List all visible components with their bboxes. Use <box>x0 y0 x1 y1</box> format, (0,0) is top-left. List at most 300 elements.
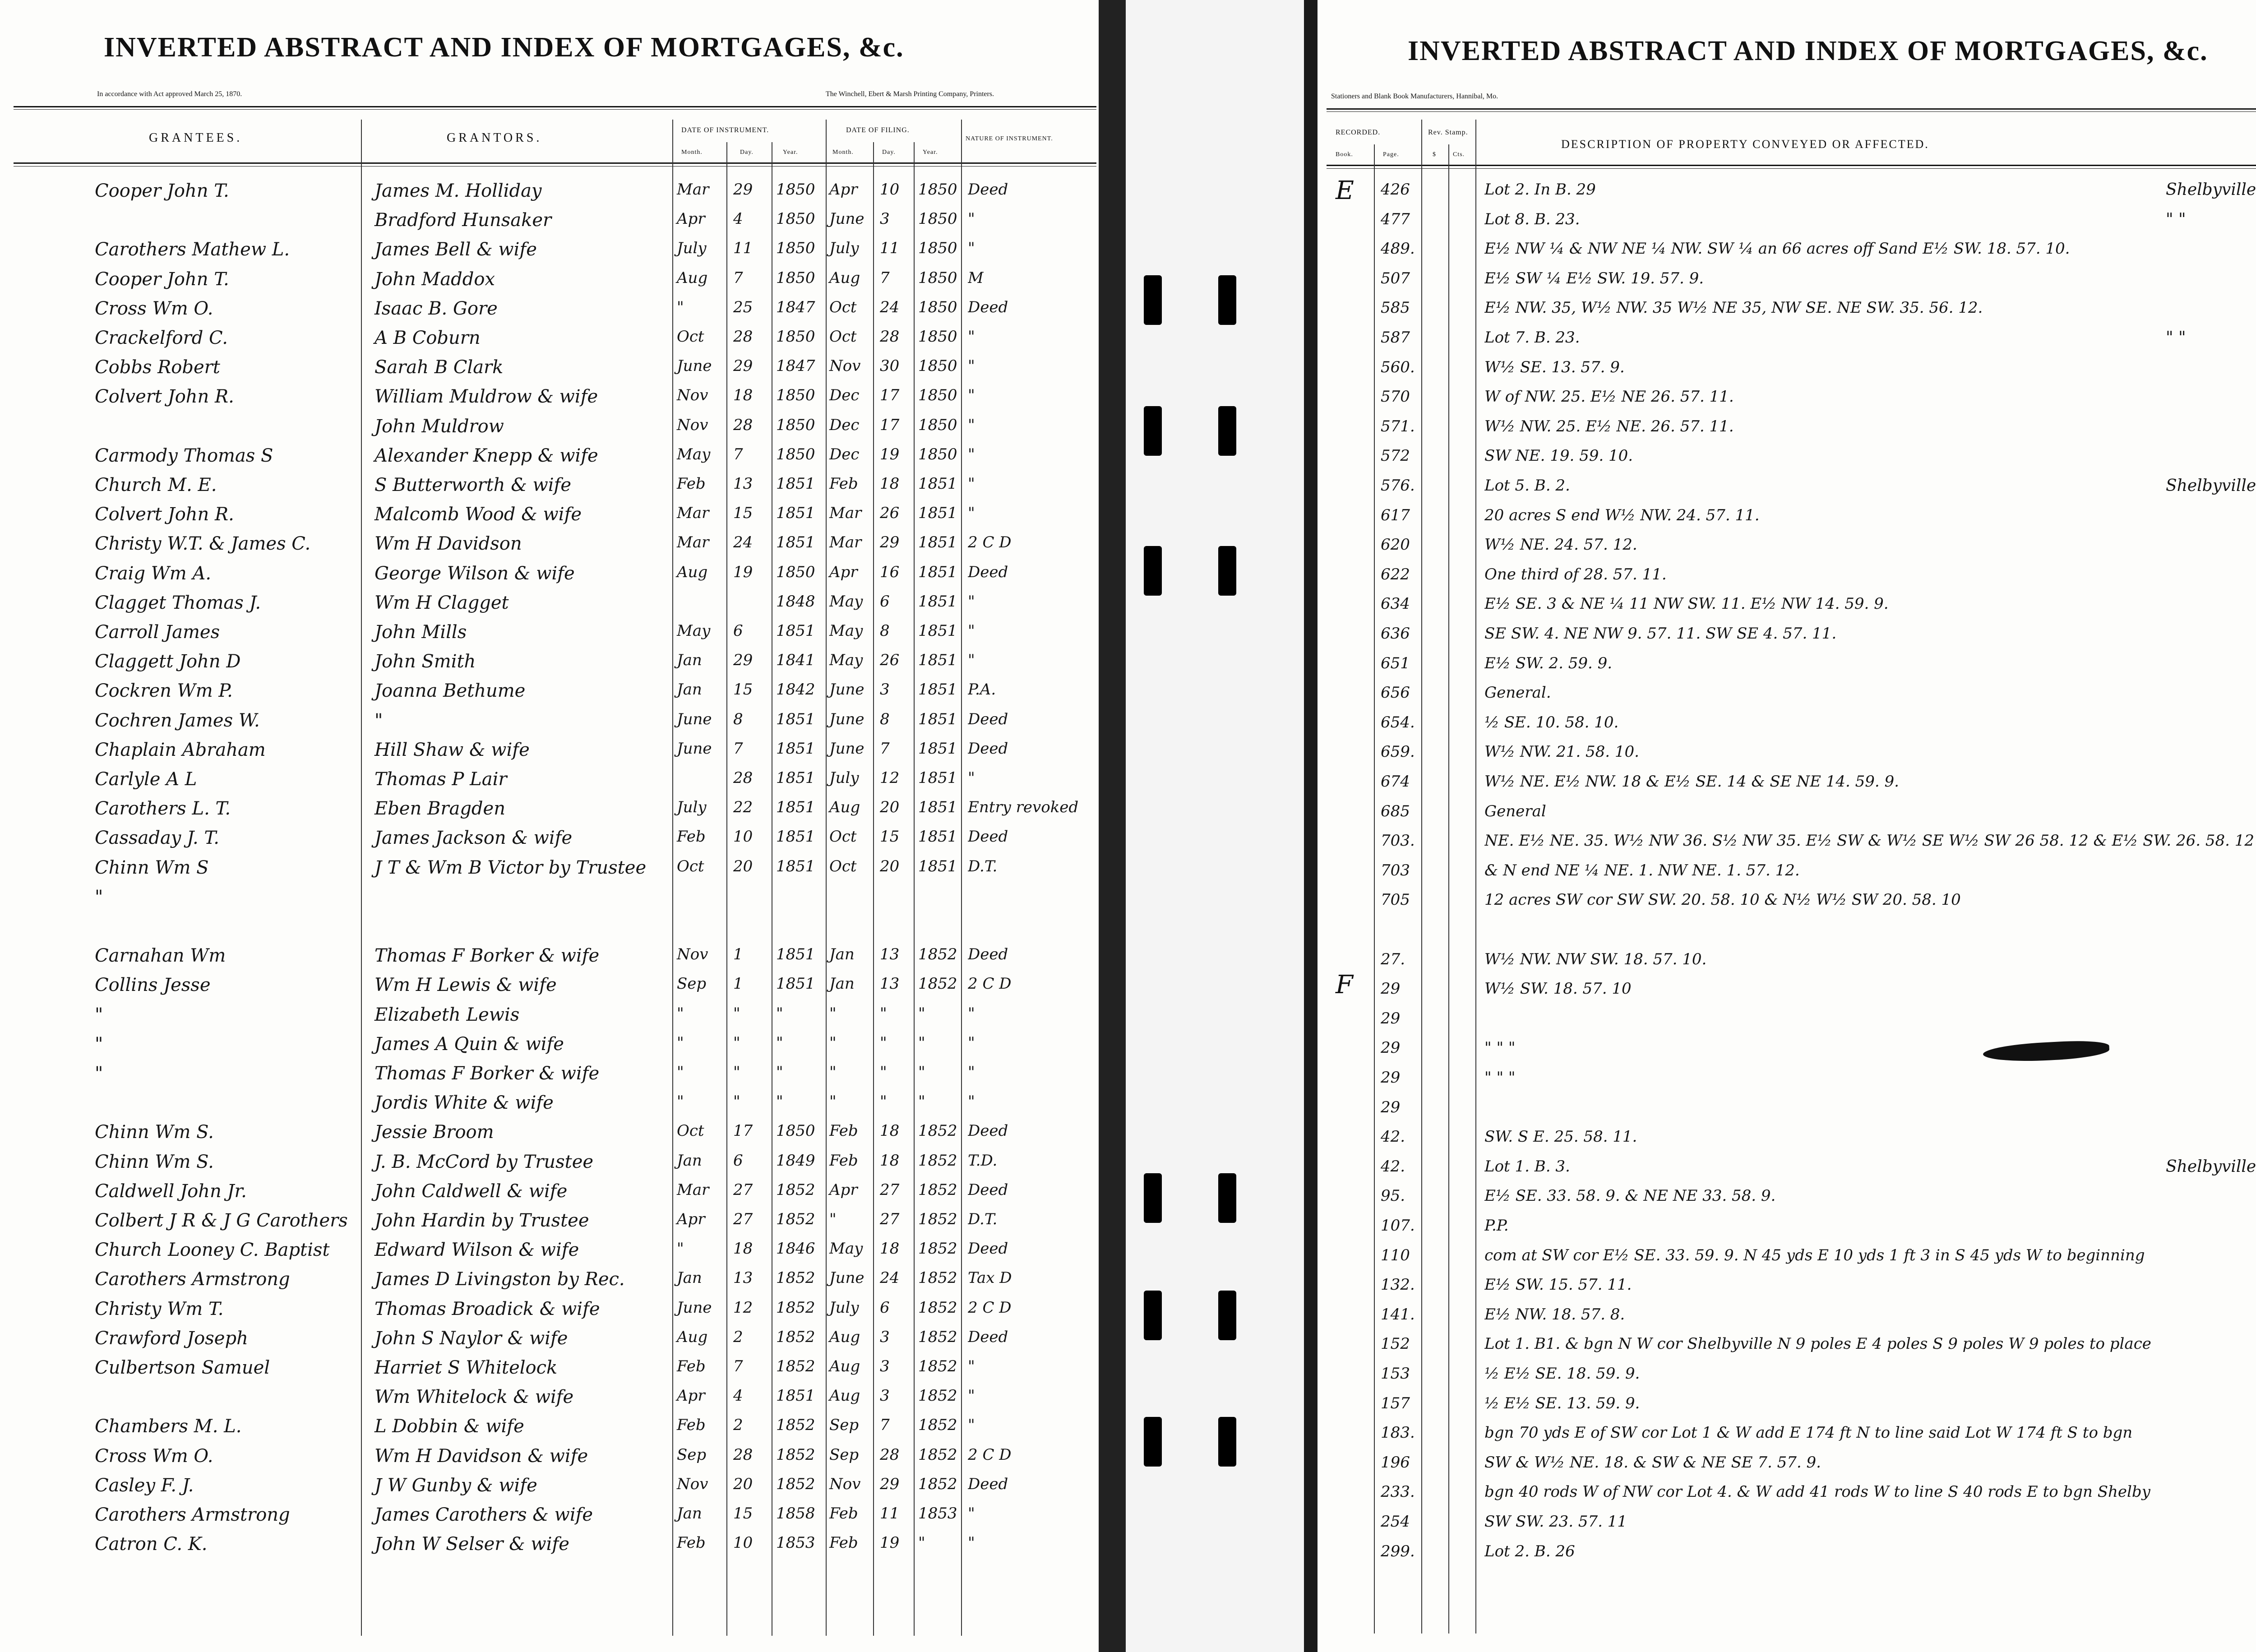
instrument-day-cell: 20 <box>733 857 753 875</box>
instrument-year-cell: 1851 <box>776 504 815 522</box>
filing-day-cell: 15 <box>880 828 900 846</box>
grantee-cell: Chinn Wm S <box>95 857 209 878</box>
grantor-cell: James A Quin & wife <box>374 1034 564 1055</box>
page-number-cell: 29 <box>1381 1069 1401 1087</box>
description-cell: W½ NE. E½ NW. 18 & E½ SE. 14 & SE NE 14. 59. 9. <box>1484 773 1899 791</box>
filing-month-cell: Dec <box>829 386 860 404</box>
filing-month-cell: Apr <box>829 1181 858 1199</box>
page-number-cell: 29 <box>1381 980 1401 998</box>
filing-day-cell: 3 <box>880 680 890 699</box>
filing-year-cell: 1851 <box>918 533 957 551</box>
year-header-2: Year. <box>923 149 938 156</box>
instrument-month-cell: Feb <box>677 1534 706 1552</box>
page-number-cell: 29 <box>1381 1009 1401 1027</box>
page-number-cell: 685 <box>1381 802 1410 820</box>
grantor-cell: Bradford Hunsaker <box>374 210 552 231</box>
description-cell: NE. E½ NE. 35. W½ NW 36. S½ NW 35. E½ SW & W½ SE W½ SW 26 58. 12 & E½ SW. 26. 58. 12 <box>1484 832 2255 850</box>
nature-cell: Deed <box>968 563 1008 581</box>
instrument-day-cell: 15 <box>733 504 753 522</box>
page-header: Page. <box>1383 151 1399 158</box>
description-header: DESCRIPTION OF PROPERTY CONVEYED OR AFFECTED. <box>1561 138 1929 151</box>
filing-day-cell: 19 <box>880 445 900 463</box>
grantor-cell: James Carothers & wife <box>374 1504 593 1525</box>
filing-year-cell: 1850 <box>918 239 957 257</box>
filing-day-cell: 28 <box>880 1446 900 1464</box>
place-cell: " " <box>2166 210 2186 229</box>
binding-hole <box>1218 546 1236 596</box>
page-number-cell: 299. <box>1381 1542 1415 1560</box>
instrument-month-cell: May <box>677 445 711 463</box>
instrument-year-cell: 1851 <box>776 622 815 640</box>
page-number-cell: 157 <box>1381 1394 1410 1412</box>
header-rule-bottom2 <box>1327 168 2256 169</box>
grantee-cell: Carlyle A L <box>95 769 197 790</box>
grantee-cell: Church M. E. <box>95 475 217 495</box>
instrument-day-cell: 28 <box>733 416 753 434</box>
grantor-cell: James D Livingston by Rec. <box>374 1269 625 1290</box>
grantor-cell: J T & Wm B Victor by Trustee <box>374 857 647 878</box>
instrument-month-cell: Apr <box>677 210 705 228</box>
instrument-month-cell: Sep <box>677 975 707 993</box>
instrument-month-cell: Nov <box>677 1475 708 1493</box>
nature-cell: " <box>968 416 975 434</box>
filing-year-cell: 1852 <box>918 1387 957 1405</box>
page-number-cell: 587 <box>1381 329 1410 347</box>
grantees-header: GRANTEES. <box>149 131 243 145</box>
instrument-day-cell: 4 <box>733 1387 743 1405</box>
filing-month-cell: June <box>829 710 864 728</box>
header-rule-top2 <box>1327 111 2256 112</box>
instrument-day-cell: 10 <box>733 1534 753 1552</box>
month-header-1: Month. <box>681 149 703 156</box>
page-number-cell: 634 <box>1381 595 1410 613</box>
description-cell: Lot 8. B. 23. <box>1484 210 1580 228</box>
nature-cell: 2 C D <box>968 975 1012 993</box>
header-rule-top <box>14 106 1096 107</box>
page-number-cell: 656 <box>1381 684 1410 702</box>
filing-day-cell: " <box>880 1034 887 1052</box>
page-number-cell: 29 <box>1381 1098 1401 1116</box>
description-cell: W of NW. 25. E½ NE 26. 57. 11. <box>1484 388 1734 406</box>
nature-cell: " <box>968 1092 975 1111</box>
description-cell: SW. S E. 25. 58. 11. <box>1484 1128 1637 1146</box>
grantee-cell: Colvert John R. <box>95 504 234 525</box>
nature-cell: D.T. <box>968 857 998 875</box>
description-cell: Lot 1. B. 3. <box>1484 1157 1570 1175</box>
description-cell: W½ NW. NW SW. 18. 57. 10. <box>1484 950 1707 968</box>
filing-day-cell: " <box>880 1063 887 1081</box>
book-mark-f: F <box>1336 970 1353 1000</box>
filing-year-cell: 1852 <box>918 1416 957 1434</box>
header-rule-bottom <box>1327 165 2256 166</box>
grantee-cell: Cochren James W. <box>95 710 260 731</box>
nature-cell: " <box>968 1063 975 1081</box>
nature-cell: " <box>968 622 975 640</box>
instrument-month-cell: Apr <box>677 1210 705 1228</box>
filing-day-cell: 8 <box>880 710 890 728</box>
nature-cell: Deed <box>968 828 1008 846</box>
instrument-year-cell: 1848 <box>776 592 815 611</box>
right-page-title: INVERTED ABSTRACT AND INDEX OF MORTGAGES, &c. <box>1408 36 2208 66</box>
instrument-year-cell: 1849 <box>776 1152 815 1170</box>
page-number-cell: 674 <box>1381 773 1410 791</box>
grantor-cell: Joanna Bethume <box>374 680 526 701</box>
filing-year-cell: 1851 <box>918 504 957 522</box>
instrument-day-cell: 2 <box>733 1328 743 1346</box>
col-divider <box>726 142 727 1636</box>
description-cell: & N end NE ¼ NE. 1. NW NE. 1. 57. 12. <box>1484 861 1800 879</box>
instrument-day-cell: 18 <box>733 1240 753 1258</box>
filing-year-cell: 1851 <box>918 769 957 787</box>
col-divider <box>1374 144 1375 1633</box>
instrument-year-cell: 1851 <box>776 975 815 993</box>
nature-cell: " <box>968 445 975 463</box>
instrument-day-cell: 25 <box>733 298 753 316</box>
instrument-year-cell: 1852 <box>776 1269 815 1287</box>
page-number-cell: 233. <box>1381 1483 1415 1501</box>
instrument-day-cell: 27 <box>733 1210 753 1228</box>
filing-day-cell: 17 <box>880 386 900 404</box>
instrument-month-cell: Jan <box>677 1152 702 1170</box>
filing-month-cell: Dec <box>829 416 860 434</box>
place-cell: Shelbyville <box>2166 180 2256 199</box>
col-divider <box>961 120 962 1636</box>
description-cell: " " " <box>1484 1069 1516 1087</box>
act-note: In accordance with Act approved March 25, 1870. <box>97 90 242 98</box>
nature-cell: " <box>968 1034 975 1052</box>
description-cell: P.P. <box>1484 1217 1509 1235</box>
description-cell: " " " <box>1484 1039 1516 1057</box>
page-number-cell: 576. <box>1381 477 1415 495</box>
nature-cell: " <box>968 1416 975 1434</box>
instrument-day-cell: 2 <box>733 1416 743 1434</box>
description-cell: E½ SE. 3 & NE ¼ 11 NW SW. 11. E½ NW 14. 59. 9. <box>1484 595 1889 613</box>
grantee-cell: " <box>95 1004 103 1025</box>
instrument-year-cell: 1851 <box>776 533 815 551</box>
filing-year-cell: " <box>918 1092 925 1111</box>
nature-cell: Deed <box>968 1122 1008 1140</box>
filing-year-cell: " <box>918 1004 925 1023</box>
description-cell: E½ SW. 15. 57. 11. <box>1484 1276 1632 1294</box>
filing-day-cell: 18 <box>880 1152 900 1170</box>
filing-month-cell: Nov <box>829 357 861 375</box>
page-number-cell: 426 <box>1381 180 1410 199</box>
filing-year-cell: 1852 <box>918 1240 957 1258</box>
instrument-month-cell: " <box>677 1034 684 1052</box>
filing-year-cell: 1852 <box>918 1210 957 1228</box>
page-number-cell: 617 <box>1381 506 1410 524</box>
instrument-day-cell: 7 <box>733 1357 743 1375</box>
instrument-year-cell: 1851 <box>776 740 815 758</box>
filing-month-cell: " <box>829 1063 837 1081</box>
page-number-cell: 196 <box>1381 1453 1410 1472</box>
grantee-cell: Carothers Mathew L. <box>95 239 290 260</box>
page-number-cell: 132. <box>1381 1276 1415 1294</box>
description-cell: Lot 2. B. 26 <box>1484 1542 1575 1560</box>
instrument-month-cell: Nov <box>677 945 708 963</box>
nature-cell: M <box>968 269 984 287</box>
instrument-day-cell: 4 <box>733 210 743 228</box>
description-cell: Lot 5. B. 2. <box>1484 477 1570 495</box>
grantee-cell: Cross Wm O. <box>95 298 213 319</box>
page-number-cell: 654. <box>1381 713 1415 731</box>
filing-month-cell: " <box>829 1092 837 1111</box>
instrument-year-cell: 1852 <box>776 1328 815 1346</box>
instrument-month-cell: July <box>677 798 707 816</box>
grantee-cell: Casley F. J. <box>95 1475 194 1496</box>
instrument-year-cell: 1847 <box>776 298 815 316</box>
col-divider <box>1475 120 1476 1633</box>
instrument-year-cell: 1850 <box>776 180 815 199</box>
instrument-year-cell: 1858 <box>776 1504 815 1522</box>
description-cell: W½ NE. 24. 57. 12. <box>1484 536 1637 554</box>
grantor-cell: John Hardin by Trustee <box>374 1210 589 1231</box>
filing-day-cell: 18 <box>880 1122 900 1140</box>
filing-month-cell: Apr <box>829 563 858 581</box>
place-cell: Shelbyville <box>2166 1157 2256 1176</box>
filing-month-cell: Oct <box>829 828 857 846</box>
instrument-month-cell: Jan <box>677 651 702 669</box>
nature-cell: Tax D <box>968 1269 1012 1287</box>
filing-day-cell: 7 <box>880 1416 890 1434</box>
instrument-month-cell: Oct <box>677 328 704 346</box>
nature-cell: " <box>968 239 975 257</box>
filing-year-cell: 1850 <box>918 298 957 316</box>
year-header-1: Year. <box>783 149 798 156</box>
page-number-cell: 507 <box>1381 269 1410 287</box>
grantor-cell: William Muldrow & wife <box>374 386 598 407</box>
filing-day-cell: 12 <box>880 769 900 787</box>
filing-day-cell: 20 <box>880 857 900 875</box>
description-cell: E½ NW ¼ & NW NE ¼ NW. SW ¼ an 66 acres off Sand E½ SW. 18. 57. 10. <box>1484 240 2070 258</box>
grantee-cell: Caldwell John Jr. <box>95 1181 247 1202</box>
grantor-cell: James M. Holliday <box>374 180 542 201</box>
grantor-cell: George Wilson & wife <box>374 563 575 584</box>
page-number-cell: 42. <box>1381 1128 1405 1146</box>
filing-day-cell: 7 <box>880 740 890 758</box>
filing-month-cell: Sep <box>829 1416 859 1434</box>
left-page-title: INVERTED ABSTRACT AND INDEX OF MORTGAGES, &c. <box>104 32 904 63</box>
filing-year-cell: 1851 <box>918 798 957 816</box>
filing-year-cell: 1851 <box>918 710 957 728</box>
filing-day-cell: 24 <box>880 1269 900 1287</box>
page-number-cell: 183. <box>1381 1424 1415 1442</box>
filing-month-cell: Feb <box>829 1534 858 1552</box>
instrument-month-cell: Feb <box>677 828 706 846</box>
instrument-month-cell: June <box>677 357 712 375</box>
filing-month-cell: " <box>829 1210 837 1228</box>
instrument-day-cell: 28 <box>733 1446 753 1464</box>
nature-cell: Entry revoked <box>968 798 1079 816</box>
filing-day-cell: 11 <box>880 239 900 257</box>
grantors-header: GRANTORS. <box>447 131 542 145</box>
page-edge-shadow-left <box>1099 0 1126 1652</box>
instrument-year-cell: 1850 <box>776 210 815 228</box>
instrument-year-cell: 1850 <box>776 563 815 581</box>
instrument-year-cell: 1852 <box>776 1475 815 1493</box>
nature-cell: " <box>968 210 975 228</box>
grantee-cell: Carmody Thomas S <box>95 445 273 466</box>
description-cell: Lot 1. B1. & bgn N W cor Shelbyville N 9 poles E 4 poles S 9 poles W 9 poles to place <box>1484 1335 2151 1353</box>
filing-year-cell: 1852 <box>918 945 957 963</box>
instrument-day-cell: 27 <box>733 1181 753 1199</box>
binding-hole <box>1144 1291 1162 1340</box>
instrument-year-cell: 1851 <box>776 828 815 846</box>
nature-cell: " <box>968 1004 975 1023</box>
filing-month-cell: Oct <box>829 328 857 346</box>
nature-cell: " <box>968 651 975 669</box>
date-filing-header: DATE OF FILING. <box>846 126 910 134</box>
grantee-cell: Cassaday J. T. <box>95 828 219 848</box>
instrument-month-cell: May <box>677 622 711 640</box>
instrument-day-cell: 1 <box>733 945 743 963</box>
filing-year-cell: 1852 <box>918 1122 957 1140</box>
binding-hole <box>1144 1417 1162 1467</box>
description-cell: W½ NW. 21. 58. 10. <box>1484 743 1639 761</box>
instrument-month-cell: June <box>677 1299 712 1317</box>
nature-cell: Deed <box>968 710 1008 728</box>
description-cell: 12 acres SW cor SW SW. 20. 58. 10 & N½ W½ SW 20. 58. 10 <box>1484 891 1961 909</box>
nature-cell: " <box>968 328 975 346</box>
grantor-cell: J. B. McCord by Trustee <box>374 1152 594 1172</box>
book-header: Book. <box>1336 151 1353 158</box>
description-cell: Lot 2. In B. 29 <box>1484 180 1596 199</box>
instrument-day-cell: 8 <box>733 710 743 728</box>
grantor-cell: A B Coburn <box>374 328 481 348</box>
printer-note: The Winchell, Ebert & Marsh Printing Company, Printers. <box>826 90 994 98</box>
grantee-cell: Chambers M. L. <box>95 1416 242 1437</box>
description-cell: SW & W½ NE. 18. & SW & NE SE 7. 57. 9. <box>1484 1453 1821 1472</box>
filing-year-cell: 1852 <box>918 975 957 993</box>
instrument-year-cell: 1850 <box>776 269 815 287</box>
filing-day-cell: 3 <box>880 210 890 228</box>
filing-day-cell: " <box>880 1092 887 1111</box>
grantor-cell: James Jackson & wife <box>374 828 573 848</box>
filing-month-cell: May <box>829 622 863 640</box>
grantee-cell: Carothers L. T. <box>95 798 231 819</box>
instrument-month-cell: Mar <box>677 180 709 199</box>
page-number-cell: 560. <box>1381 358 1415 376</box>
filing-year-cell: " <box>918 1534 925 1552</box>
filing-day-cell: 6 <box>880 1299 890 1317</box>
instrument-year-cell: 1850 <box>776 416 815 434</box>
grantee-cell: Cockren Wm P. <box>95 680 233 701</box>
instrument-year-cell: 1852 <box>776 1357 815 1375</box>
page-number-cell: 254 <box>1381 1513 1410 1531</box>
filing-year-cell: 1852 <box>918 1328 957 1346</box>
page-number-cell: 703. <box>1381 832 1415 850</box>
instrument-month-cell: Aug <box>677 269 708 287</box>
page-number-cell: 110 <box>1381 1246 1410 1264</box>
grantee-cell: Collins Jesse <box>95 975 211 995</box>
recorded-header: RECORDED. <box>1336 129 1381 136</box>
header-rule-top <box>1327 108 2256 110</box>
nature-cell: Deed <box>968 740 1008 758</box>
nature-cell: " <box>968 1504 975 1522</box>
instrument-day-cell: 19 <box>733 563 753 581</box>
filing-day-cell: 10 <box>880 180 900 199</box>
grantee-cell: Claggett John D <box>95 651 241 672</box>
filing-day-cell: 27 <box>880 1210 900 1228</box>
filing-month-cell: Apr <box>829 180 858 199</box>
grantor-cell: John Mills <box>374 622 467 643</box>
filing-day-cell: 30 <box>880 357 900 375</box>
instrument-year-cell: 1841 <box>776 651 815 669</box>
instrument-day-cell: " <box>733 1034 740 1052</box>
day-header-1: Day. <box>740 149 754 156</box>
description-cell: bgn 40 rods W of NW cor Lot 4. & W add 41 rods W to line S 40 rods E to bgn Shelby <box>1484 1483 2150 1501</box>
col-divider <box>873 142 874 1636</box>
instrument-day-cell: 18 <box>733 386 753 404</box>
filing-year-cell: 1852 <box>918 1357 957 1375</box>
grantor-cell: Wm H Davidson <box>374 533 522 554</box>
description-cell: Lot 7. B. 23. <box>1484 329 1580 347</box>
description-cell: 20 acres S end W½ NW. 24. 57. 11. <box>1484 506 1760 524</box>
grantor-cell: Jessie Broom <box>374 1122 494 1143</box>
description-cell: com at SW cor E½ SE. 33. 59. 9. N 45 yds E 10 yds 1 ft 3 in S 45 yds W to beginning <box>1484 1246 2145 1264</box>
filing-year-cell: " <box>918 1063 925 1081</box>
instrument-year-cell: 1850 <box>776 445 815 463</box>
filing-month-cell: Aug <box>829 269 860 287</box>
filing-month-cell: May <box>829 651 863 669</box>
grantor-cell: Wm H Davidson & wife <box>374 1446 588 1467</box>
instrument-year-cell: 1846 <box>776 1240 815 1258</box>
grantee-cell: Cross Wm O. <box>95 1446 213 1467</box>
grantor-cell: Harriet S Whitelock <box>374 1357 558 1378</box>
filing-year-cell: 1851 <box>918 651 957 669</box>
instrument-year-cell: 1852 <box>776 1446 815 1464</box>
instrument-month-cell: Sep <box>677 1446 707 1464</box>
filing-day-cell: 29 <box>880 1475 900 1493</box>
binding-hole <box>1218 1291 1236 1340</box>
binding-hole <box>1144 1173 1162 1223</box>
filing-month-cell: Feb <box>829 1152 858 1170</box>
grantor-cell: John Smith <box>374 651 476 672</box>
instrument-month-cell: July <box>677 239 707 257</box>
description-cell: General. <box>1484 684 1551 702</box>
filing-year-cell: 1851 <box>918 563 957 581</box>
filing-month-cell: Sep <box>829 1446 859 1464</box>
instrument-day-cell: 7 <box>733 740 743 758</box>
instrument-day-cell: 6 <box>733 1152 743 1170</box>
nature-cell: P.A. <box>968 680 996 699</box>
instrument-day-cell: " <box>733 1092 740 1111</box>
instrument-month-cell: Oct <box>677 1122 704 1140</box>
page-number-cell: 27. <box>1381 950 1405 968</box>
col-divider <box>361 120 362 1636</box>
grantee-cell: Crackelford C. <box>95 328 228 348</box>
grantee-cell: Crawford Joseph <box>95 1328 248 1349</box>
nature-cell: D.T. <box>968 1210 998 1228</box>
grantee-cell: Cobbs Robert <box>95 357 220 378</box>
page-number-cell: 42. <box>1381 1157 1405 1175</box>
instrument-year-cell: 1850 <box>776 239 815 257</box>
filing-year-cell: 1850 <box>918 357 957 375</box>
grantor-cell: Malcomb Wood & wife <box>374 504 582 525</box>
instrument-month-cell: Jan <box>677 1504 702 1522</box>
instrument-day-cell: 6 <box>733 622 743 640</box>
description-cell: ½ E½ SE. 13. 59. 9. <box>1484 1394 1640 1412</box>
grantee-cell: Catron C. K. <box>95 1534 208 1555</box>
filing-month-cell: July <box>829 769 859 787</box>
grantee-cell: Cooper John T. <box>95 180 229 201</box>
month-header-2: Month. <box>832 149 854 156</box>
nature-cell: T.D. <box>968 1152 998 1170</box>
instrument-year-cell: 1852 <box>776 1210 815 1228</box>
binding-hole <box>1218 1417 1236 1467</box>
filing-day-cell: 18 <box>880 475 900 493</box>
instrument-month-cell: Jan <box>677 1269 702 1287</box>
